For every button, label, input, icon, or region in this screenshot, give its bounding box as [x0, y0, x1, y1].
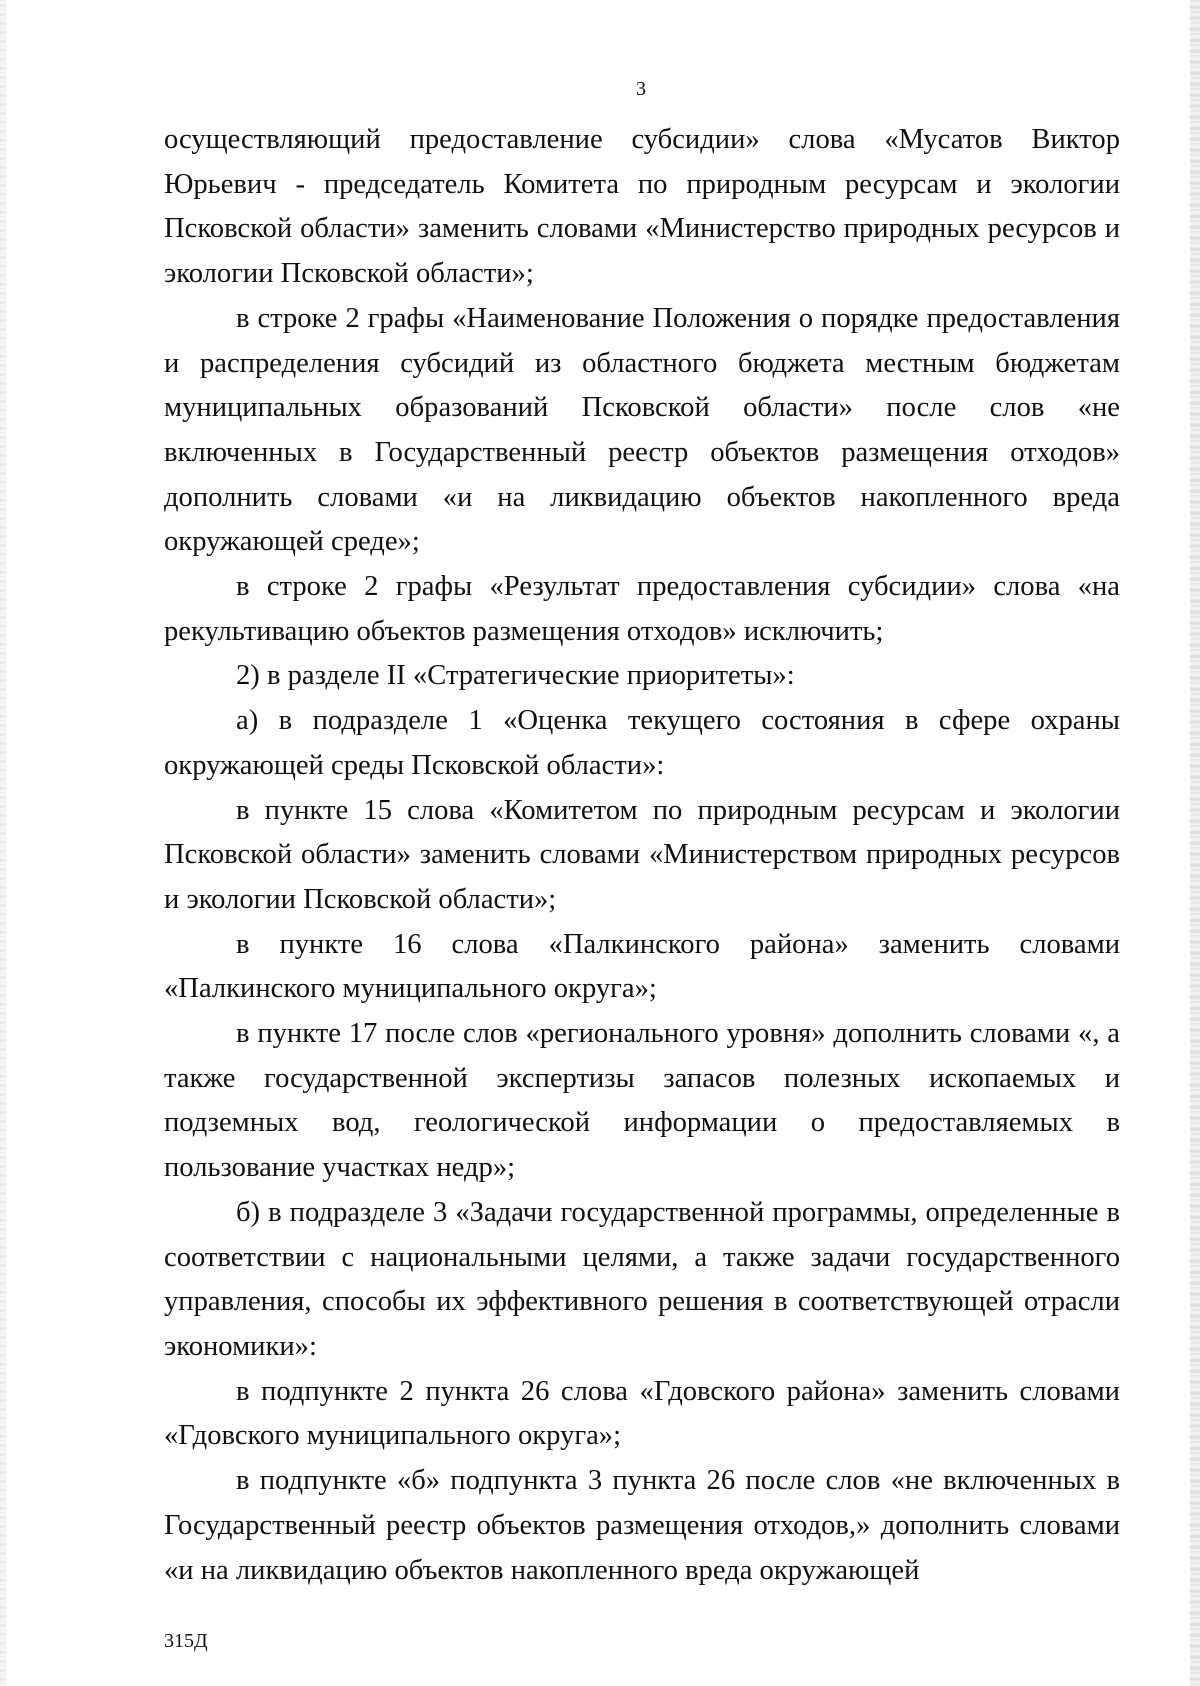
document-body [164, 118, 1120, 1593]
paragraph: осуществляющий предоставление субсидии» слова «Мусатов Виктор Юрьевич - председатель Комитета по природным ресурсам и экологии Псковской области» заменить словами «Министерство природных ресурсов и экологии Псковской области»; [164, 124, 1120, 290]
paragraph: а) в подразделе 1 «Оценка текущего состояния в сфере охраны окружающей среды Псковской области»: [164, 705, 1120, 781]
paragraph: в пункте 15 слова «Комитетом по природным ресурсам и экологии Псковской области» заменить словами «Министерством природных ресурсов и экологии Псковской области»; [164, 794, 1120, 915]
paragraph: в подпункте «б» подпункта 3 пункта 26 после слов «не включенных в Государственный реестр объектов размещения отходов,» дополнить словами «и на ликвидацию объектов накопленного вреда окружающей [164, 1465, 1120, 1586]
paragraph: в пункте 16 слова «Палкинского района» заменить словами «Палкинского муниципального округа»; [164, 928, 1120, 1005]
scan-edge-right [1190, 0, 1200, 1686]
document-code: 315Д [164, 1630, 208, 1652]
paragraph: в строке 2 графы «Наименование Положения о порядке предоставления и распределения субсидий из областного бюджета местным бюджетам муниципальных образований Псковской области» после слов «не включенных в Государственный реестр объектов размещения отходов» дополнить словами «и на ликвидацию объектов накопленного вреда окружающей среде»; [164, 302, 1120, 558]
paragraph: в пункте 17 после слов «регионального уровня» дополнить словами «, а также государственной экспертизы запасов полезных ископаемых и подземных вод, геологической информации о предоставляемых в пользование участках недр»; [164, 1018, 1120, 1184]
paragraph: 2) в разделе II «Стратегические приоритеты»: [236, 660, 795, 692]
scan-edge-left [0, 0, 6, 1686]
page-number: 3 [636, 78, 646, 100]
paragraph: б) в подразделе 3 «Задачи государственной программы, определенные в соответствии с национальными целями, а также задачи государственного управления, способы их эффективного решения в соответствующей отрасли экономики»: [164, 1196, 1120, 1362]
paragraph: в строке 2 графы «Результат предоставления субсидии» слова «на рекультивацию объектов размещения отходов» исключить; [164, 571, 1120, 647]
paragraph: в подпункте 2 пункта 26 слова «Гдовского района» заменить словами «Гдовского муниципального округа»; [164, 1375, 1120, 1452]
